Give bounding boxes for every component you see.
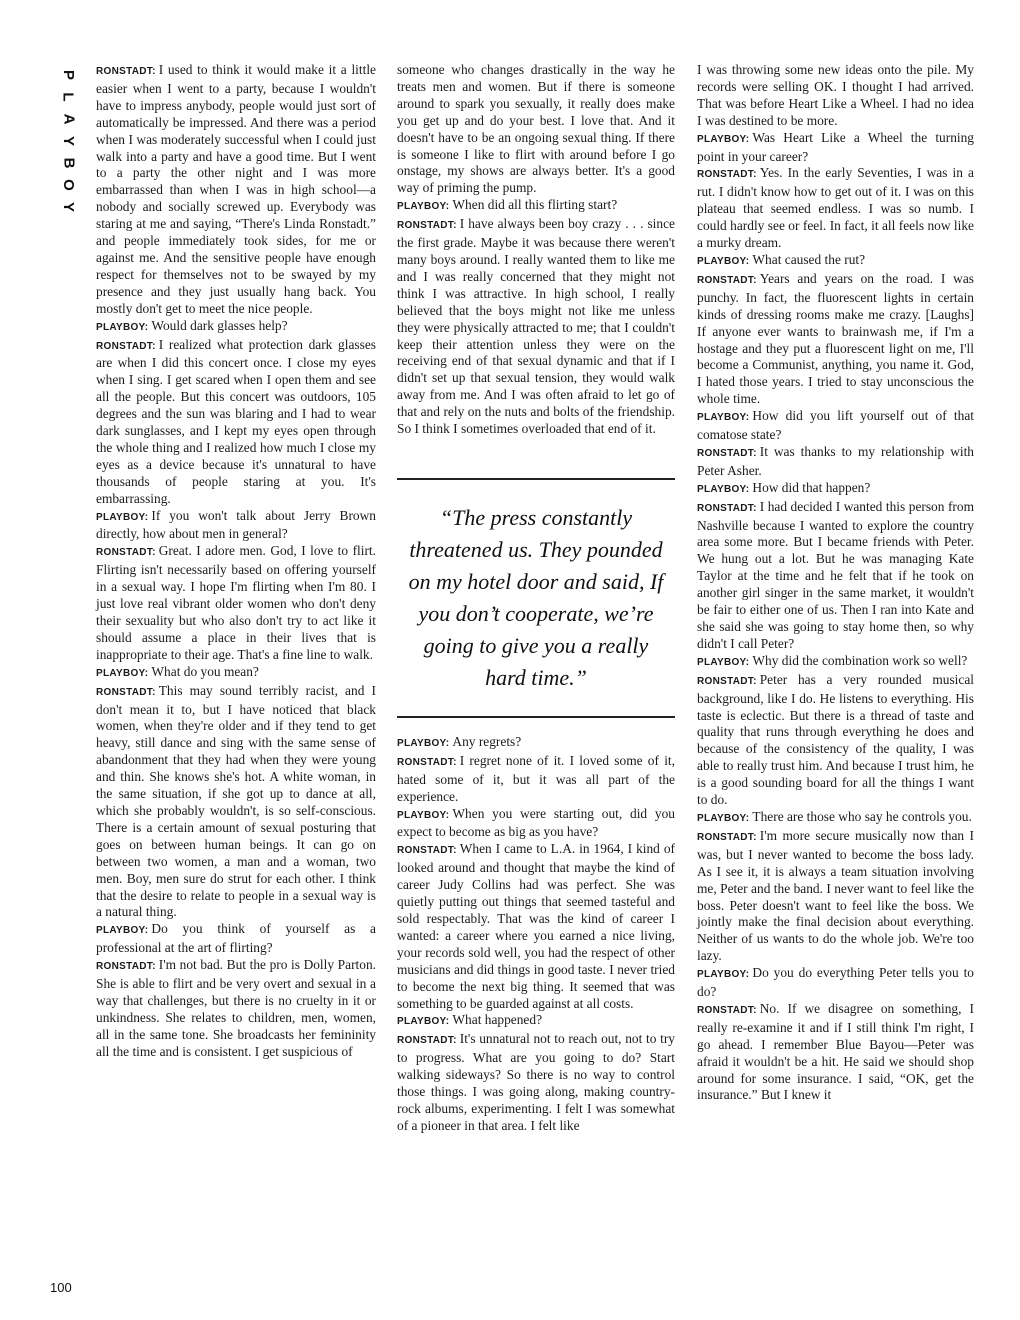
paragraph-text: What happened?: [452, 1012, 543, 1028]
speaker-label: PLAYBOY:: [96, 925, 149, 937]
speaker-label: RONSTADT:: [697, 274, 757, 286]
speaker-label: RONSTADT:: [697, 447, 757, 459]
interview-paragraph: [397, 734, 675, 753]
paragraph-text: someone who changes drastically in the way he treats men and women. But if there is someone around to spark you sexually, it really does make you get up and do your best. I love that. And it doesn't have to be an ongoing sexual thing. If there is someone I like to flirt with around before I go onstage, my shows are always better. It's a good way of priming the pump.: [397, 62, 675, 196]
column-2-bottom: [397, 734, 675, 1135]
paragraph-text: What caused the rut?: [752, 251, 866, 267]
speaker-label: PLAYBOY:: [697, 255, 750, 267]
interview-paragraph: [96, 921, 376, 957]
paragraph-text: Great. I adore men. God, I love to flirt. Flirting isn't necessarily based on offering yourself in a sexual way. I hope I'm flirting when I'm 80. I just love real vibrant older women who don't deny their sexuality but who also don't try to act like it should assume a place in their lives that is inappropriate to their age. That's a fine line to walk.: [96, 543, 376, 662]
masthead-letter: P: [59, 69, 77, 81]
interview-paragraph: [397, 197, 675, 216]
speaker-label: PLAYBOY:: [397, 1016, 450, 1028]
speaker-label: RONSTADT:: [397, 845, 457, 857]
column-3: [697, 62, 974, 1104]
interview-paragraph: [96, 683, 376, 922]
paragraph-text: I have always been boy crazy . . . since the first grade. Maybe it was because there weren't many boys around. I really wanted them to like me and I was really concerned that they might not think I was attractive. In high school, I really believed that the boys might not like me unless they were physically attracted to me; that I couldn't keep their attention unless they were on the receiving end of that sexual dynamic and that if I didn't set up that sexual tension, they would walk away from me. And I was often afraid to let go of that and rely on the nuts and bolts of the friendship. So I think I sometimes overloaded that end of it.: [397, 216, 675, 437]
paragraph-text: No. If we disagree on something, I really re-examine it and if I still think I'm right, I go ahead. I remember Blue Bayou—Peter was afraid it wouldn't be a hit. He said we should shop around for some insurance. I said, “OK, get the insurance.” But I knew it: [697, 1000, 974, 1103]
paragraph-text: This may sound terribly racist, and I don't mean it to, but I have noticed that black women, when they're older and if they tend to get heavy, still dance and sing with the same sense of abandonment that they had when they were young and thin. She knows she's hot. A white woman, in the same situation, if she got up to dance at all, which she probably wouldn't, is so self-conscious. There is a certain amount of sexual posturing that goes on between human beings. It can go on between two women, a man and a woman, two men. Boy, men sure do strut for each other. I think that the desire to relate to people in a sexual way is a natural thing.: [96, 682, 376, 920]
speaker-label: RONSTADT:: [697, 502, 757, 514]
column-2: [397, 62, 675, 1135]
paragraph-text: Yes. In the early Seventies, I was in a rut. I didn't know how to get out of it. I was on this plateau that seemed endless. I was so numb. I could hardly see or feel. In fact, it all feels now like a murky dream.: [697, 165, 974, 251]
interview-paragraph: [96, 543, 376, 663]
speaker-label: RONSTADT:: [697, 1004, 757, 1016]
interview-paragraph: [697, 444, 974, 480]
paragraph-text: How did that happen?: [752, 479, 871, 495]
interview-paragraph: [96, 337, 376, 508]
interview-paragraph: [697, 828, 974, 965]
interview-paragraph: [397, 753, 675, 806]
pull-quote: “The press constantly threatened us. They pounded on my hotel door and said, If you don’t cooperate, we’re going to give you a really hard time.”: [408, 504, 664, 690]
interview-paragraph: [697, 1001, 974, 1104]
paragraph-text: I'm more secure musically now than I was, but I never wanted to become the boss lady. As I see it, it is always a team situation involving me, Peter and the band. I never want to feel like the boss. Peter doesn't want to feel like the boss. We jointly make the final decision about everything. Neither of us wants to do the whole job. We're too lazy.: [697, 827, 974, 964]
paragraph-text: I'm not bad. But the pro is Dolly Parton. She is able to flirt and be very overt and sexual in a way that challenges, but there is no cruelty in it or unkindness. She relates to children, men, women, all in the same tone. She broadcasts her femininity all the time and is consistent. I get suspicious of: [96, 957, 376, 1059]
speaker-label: RONSTADT:: [96, 340, 156, 352]
paragraph-text: Do you do everything Peter tells you to do?: [697, 965, 974, 1000]
paragraph-text: I realized what protection dark glasses are when I did this concert once. I close my eyes when I sing. I get scared when I open them and see all the people. But this concert was outdoors, 105 degrees and the sun was blaring and I had to wear dark sunglasses, and I kept my eyes open through the whole thing and I realized how much I close my eyes as a device because it's unnatural to have thousands of people staring at you. It's embarrassing.: [96, 336, 376, 506]
interview-paragraph: [697, 480, 974, 499]
interview-paragraph: [697, 499, 974, 653]
paragraph-text: Years and years on the road. I was punchy. In fact, the fluorescent lights in certain kinds of dressing rooms make me crazy. [Laughs] If anyone ever wants to brainwash me, if I'm a hostage and they put a fluorescent light on me, I'll become a Communist, anything, you name it. God, I hated those years. I tried to stay unconscious the whole time.: [697, 270, 974, 407]
masthead-letter: L: [59, 92, 77, 102]
speaker-label: RONSTADT:: [697, 169, 757, 181]
masthead-letter: A: [60, 113, 77, 125]
paragraph-text: I used to think it would make it a little easier when I went to a party, because I wouldn't have to impress anybody, people would just sort of automatically be impressed. And there was a period when I was moderately successful when I could just walk into a party and have a good time. But I went to a party the other night and I was more embarrassed than when I was in high school—a nobody and socially screwed up. Everybody was staring at me and saying, “There's Linda Ronstadt.” and people immediately took sides, for me or against me. And the sensitive people have enough respect for themselves not to be swayed by my presence and they just usually hang back. You mostly don't get to meet the nice people.: [96, 62, 376, 316]
interview-paragraph: [96, 957, 376, 1060]
speaker-label: PLAYBOY:: [96, 321, 149, 333]
interview-paragraph: [697, 965, 974, 1001]
pull-quote-block: [397, 478, 675, 718]
interview-paragraph: [697, 271, 974, 408]
paragraph-text: Do you think of yourself as a professional at the art of flirting?: [96, 921, 376, 956]
interview-paragraph: [697, 672, 974, 809]
speaker-label: PLAYBOY:: [697, 133, 750, 145]
interview-paragraph: [697, 809, 974, 828]
interview-paragraph: [96, 508, 376, 544]
speaker-label: RONSTADT:: [397, 220, 457, 232]
masthead-letter: Y: [59, 135, 77, 147]
speaker-label: PLAYBOY:: [397, 737, 450, 749]
speaker-label: PLAYBOY:: [697, 483, 750, 495]
column-2-top: [397, 62, 675, 438]
speaker-label: PLAYBOY:: [96, 667, 149, 679]
paragraph-text: If you won't talk about Jerry Brown directly, how about men in general?: [96, 507, 376, 542]
interview-paragraph: [397, 806, 675, 842]
speaker-label: PLAYBOY:: [697, 812, 750, 824]
paragraph-text: Why did the combination work so well?: [752, 652, 968, 668]
speaker-label: PLAYBOY:: [96, 511, 149, 523]
speaker-label: PLAYBOY:: [697, 969, 750, 981]
interview-paragraph: [96, 318, 376, 337]
paragraph-text: When did all this flirting start?: [452, 197, 618, 213]
interview-paragraph: [397, 216, 675, 438]
interview-paragraph: [697, 653, 974, 672]
masthead-letter: Y: [59, 201, 77, 213]
masthead-letter: B: [60, 157, 77, 169]
speaker-label: RONSTADT:: [697, 675, 757, 687]
paragraph-text: Would dark glasses help?: [151, 317, 288, 333]
speaker-label: RONSTADT:: [397, 1035, 457, 1047]
paragraph-text: I regret none of it. I loved some of it, hated some of it, but it was all part of the experience.: [397, 752, 675, 804]
pull-quote-rule-bottom: [397, 716, 675, 718]
interview-paragraph: [397, 1031, 675, 1134]
interview-paragraph: [697, 62, 974, 130]
speaker-label: RONSTADT:: [96, 547, 156, 559]
masthead-letter: O: [59, 179, 77, 191]
interview-paragraph: [397, 62, 675, 197]
speaker-label: RONSTADT:: [397, 756, 457, 768]
speaker-label: RONSTADT:: [96, 686, 156, 698]
speaker-label: PLAYBOY:: [397, 809, 450, 821]
interview-paragraph: [697, 408, 974, 444]
speaker-label: RONSTADT:: [697, 831, 757, 843]
interview-paragraph: [697, 252, 974, 271]
paragraph-text: Peter has a very rounded musical background, like I do. He listens to everything. His taste is eclectic. But there is a thread of taste and quality that runs through everything he does and because of the consistency of the quality, I was able to really trust him. And because I trust him, he is a good sounding board for all the things I want to do.: [697, 671, 974, 808]
playboy-masthead: [56, 64, 80, 218]
speaker-label: PLAYBOY:: [697, 412, 750, 424]
speaker-label: PLAYBOY:: [397, 201, 450, 213]
interview-paragraph: [697, 165, 974, 252]
paragraph-text: It was thanks to my relationship with Peter Asher.: [697, 443, 974, 478]
page-number: 100: [50, 1280, 72, 1295]
paragraph-text: I had decided I wanted this person from Nashville because I wanted to explore the country area some more. But I became friends with Peter. We hung out a lot. But he was managing Kate Taylor at the time and he felt that if he took on another girl singer in the same market, it wouldn't be fair to either one of us. Then I ran into Kate and she said she was going to stay home then, so why didn't I call Peter?: [697, 498, 974, 651]
interview-paragraph: [397, 841, 675, 1012]
paragraph-text: What do you mean?: [151, 663, 259, 679]
speaker-label: PLAYBOY:: [697, 656, 750, 668]
interview-paragraph: [397, 1012, 675, 1031]
paragraph-text: When you were starting out, did you expect to become as big as you have?: [397, 805, 675, 840]
paragraph-text: When I came to L.A. in 1964, I kind of looked around and thought that maybe the kind of career Judy Collins had was perfect. She was quietly putting out things that seemed tasteful and sold respectably. That was the kind of career I wanted: a career where you earned a nice living, your records sold well, you had the respect of other musicians and did things in good taste. I never tried to become the next big thing. It seemed that was something to be guarded against at all costs.: [397, 841, 675, 1011]
paragraph-text: Was Heart Like a Wheel the turning point in your career?: [697, 129, 974, 164]
interview-paragraph: [697, 130, 974, 166]
interview-paragraph: [96, 664, 376, 683]
paragraph-text: How did you lift yourself out of that comatose state?: [697, 408, 974, 443]
paragraph-text: I was throwing some new ideas onto the pile. My records were selling OK. I thought I had arrived. That was before Heart Like a Wheel. I had no idea I was destined to be more.: [697, 62, 974, 128]
column-1: [96, 62, 376, 1061]
paragraph-text: Any regrets?: [452, 733, 522, 749]
paragraph-text: There are those who say he controls you.: [752, 808, 972, 824]
speaker-label: RONSTADT:: [96, 961, 156, 973]
speaker-label: RONSTADT:: [96, 66, 156, 77]
paragraph-text: It's unnatural not to reach out, not to try to progress. What are you going to do? Start walking sideways? So there is no way to control those things. I was going along, making country-rock albums, experimenting. I felt I was somewhat of a pioneer in that area. I felt like: [397, 1031, 675, 1133]
interview-paragraph: [96, 62, 376, 318]
